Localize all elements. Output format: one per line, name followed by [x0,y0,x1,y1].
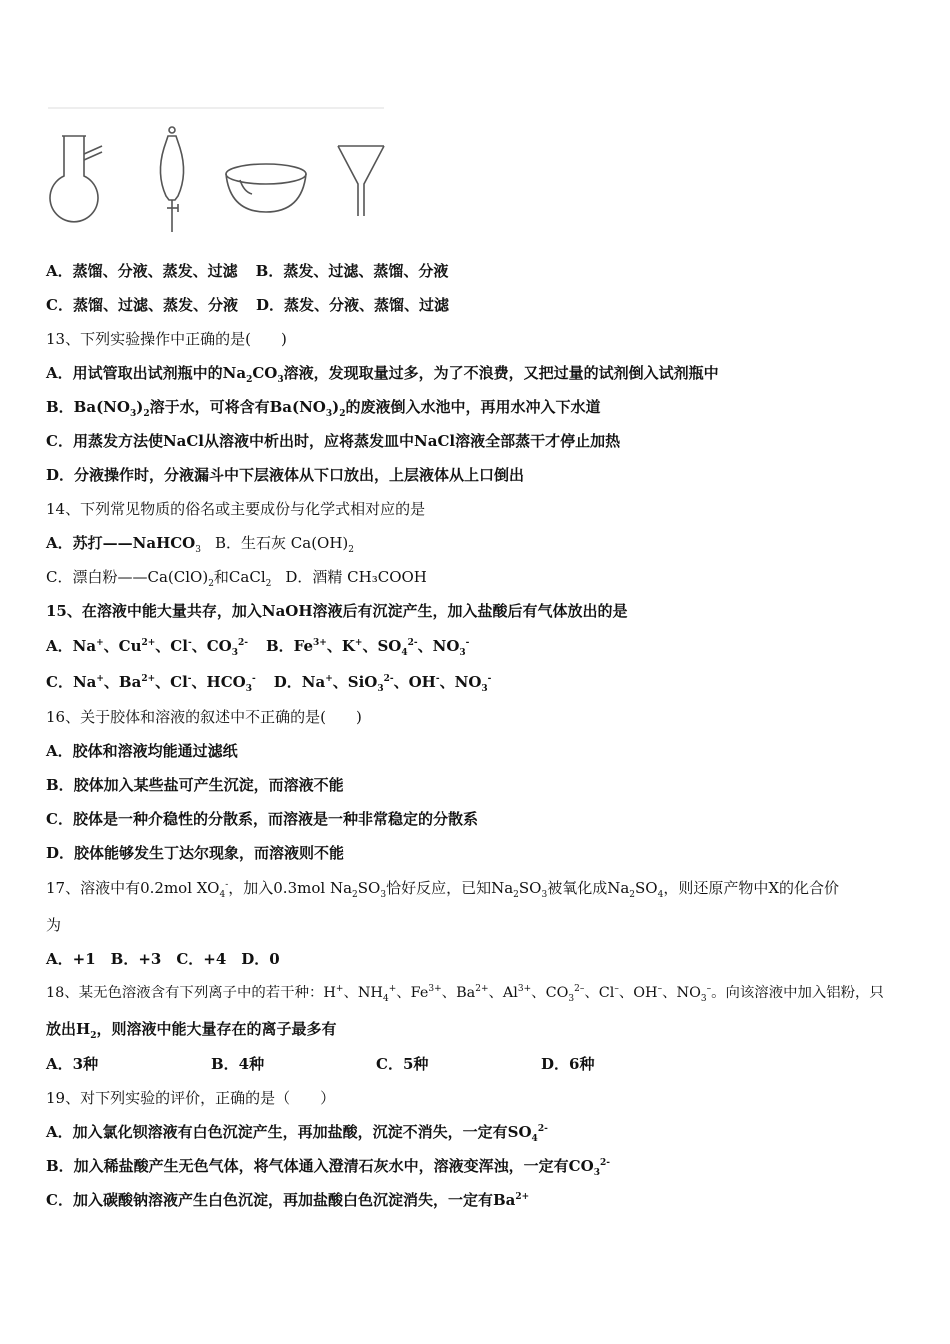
separatory-funnel-icon [160,127,183,232]
q19-option-b: B．加入稀盐酸产生无色气体，将气体通入澄清石灰水中，溶液变浑浊，一定有$CO_3^{2-}$ [46,1157,610,1178]
apparatus-figure [44,104,392,236]
q16-option-d: D．胶体能够发生丁达尔现象，而溶液则不能 [46,844,345,862]
distillation-flask-icon [50,136,102,222]
q12-option-d: D．蒸发、分液、蒸馏、过滤 [255,296,449,314]
evaporating-dish-icon [226,164,306,212]
q16-option-c: C．胶体是一种介稳性的分散系，而溶液是一种非常稳定的分散系 [46,810,478,828]
q13-option-a: A．用试管取出试剂瓶中的$Na_2CO_3$溶液，发现取量过多，为了不浪费，又把过量的试剂倒入试剂瓶中 [46,364,719,385]
q15-stem: 15、在溶液中能大量共存，加入NaOH溶液后有沉淀产生，加入盐酸后有气体放出的是 [46,602,628,620]
q19-option-c: C．加入碳酸钠溶液产生白色沉淀，再加盐酸白色沉淀消失，一定有$Ba^{2+}$ [46,1191,530,1209]
q12-option-a: A．蒸馏、分液、蒸发、过滤 [46,262,238,280]
q16-option-a: A．胶体和溶液均能通过滤纸 [46,742,238,760]
q15-options-line-2: C．Na+、$Ba^{2+}$、Cl-、$HCO_3^-$ D．Na+、SiO$_3^{2-}$、OH-、$NO_3^-$ [46,673,492,694]
q12-options-line-2 [46,295,449,315]
q13-option-d: D．分液操作时，分液漏斗中下层液体从下口放出，上层液体从上口倒出 [46,466,525,484]
q14-options-line-1: A．苏打——NaHCO$_3$ B．生石灰 $Ca(OH)_2$ [46,534,355,555]
funnel-icon [338,146,384,216]
q19-stem: 19、对下列实验的评价，正确的是（ ） [46,1089,336,1107]
q16-stem: 16、关于胶体和溶液的叙述中不正确的是( ) [46,708,362,726]
q17-options: A．+1 B．+3 C．+4 D．0 [46,950,280,968]
q14-options-line-2: C．漂白粉$——Ca(ClO)_2$和CaCl$_2$ D．酒精 CH₃COOH [46,568,427,589]
q13-option-c: C．用蒸发方法使NaCl从溶液中析出时，应将蒸发皿中NaCl溶液全部蒸干才停止加热 [46,432,621,450]
q12-option-b: B．蒸发、过滤、蒸馏、分液 [255,262,449,280]
q16-option-b: B．胶体加入某些盐可产生沉淀，而溶液不能 [46,776,344,794]
q17-stem: 17、溶液中有0.2mol $XO_4^-$，加入0.3mol $Na_2SO_3$恰好反应，已知$Na_2SO_3$被氧化成$Na_2SO_4$，则还原产物中X的化合价 [46,879,839,900]
q19-option-a: A．加入氯化钡溶液有白色沉淀产生，再加盐酸，沉淀不消失，一定有$SO_4^{2-}$ [46,1123,548,1144]
q17-stem-cont: 为 [46,916,62,934]
q15-options-line-1: A．Na+、$Cu^{2+}$、Cl-、$CO_3^{2-}$ B．$Fe^{3+}$、K+、$SO_4^{2-}$、$NO_3^-$ [46,637,470,658]
q13-stem: 13、下列实验操作中正确的是( ) [46,330,287,348]
q18-stem-cont: 放出$H_2$，则溶液中能大量存在的离子最多有 [46,1020,337,1041]
q13-option-b: B．$Ba(NO_3)_2$溶于水，可将含有$Ba(NO_3)_2$的废液倒入水池中，再用水冲入下水道 [46,398,601,419]
q18-stem: 18、某无色溶液含有下列离子中的若干种：H+、$NH_4^+$、$Fe^{3+}$、$Ba^{2+}$、$Al^{3+}$、$CO_3^{2-}$、Cl–、OH–、$NO_3^-$。向该溶液中加入铝粉，只 [46,984,884,1004]
q18-options: A．3种 B．4种 C．5种 D．6种 [46,1055,595,1073]
q12-options-line-1 [46,261,448,281]
q12-option-c: C．蒸馏、过滤、蒸发、分液 [46,296,238,314]
q14-stem: 14、下列常见物质的俗名或主要成份与化学式相对应的是 [46,500,426,518]
